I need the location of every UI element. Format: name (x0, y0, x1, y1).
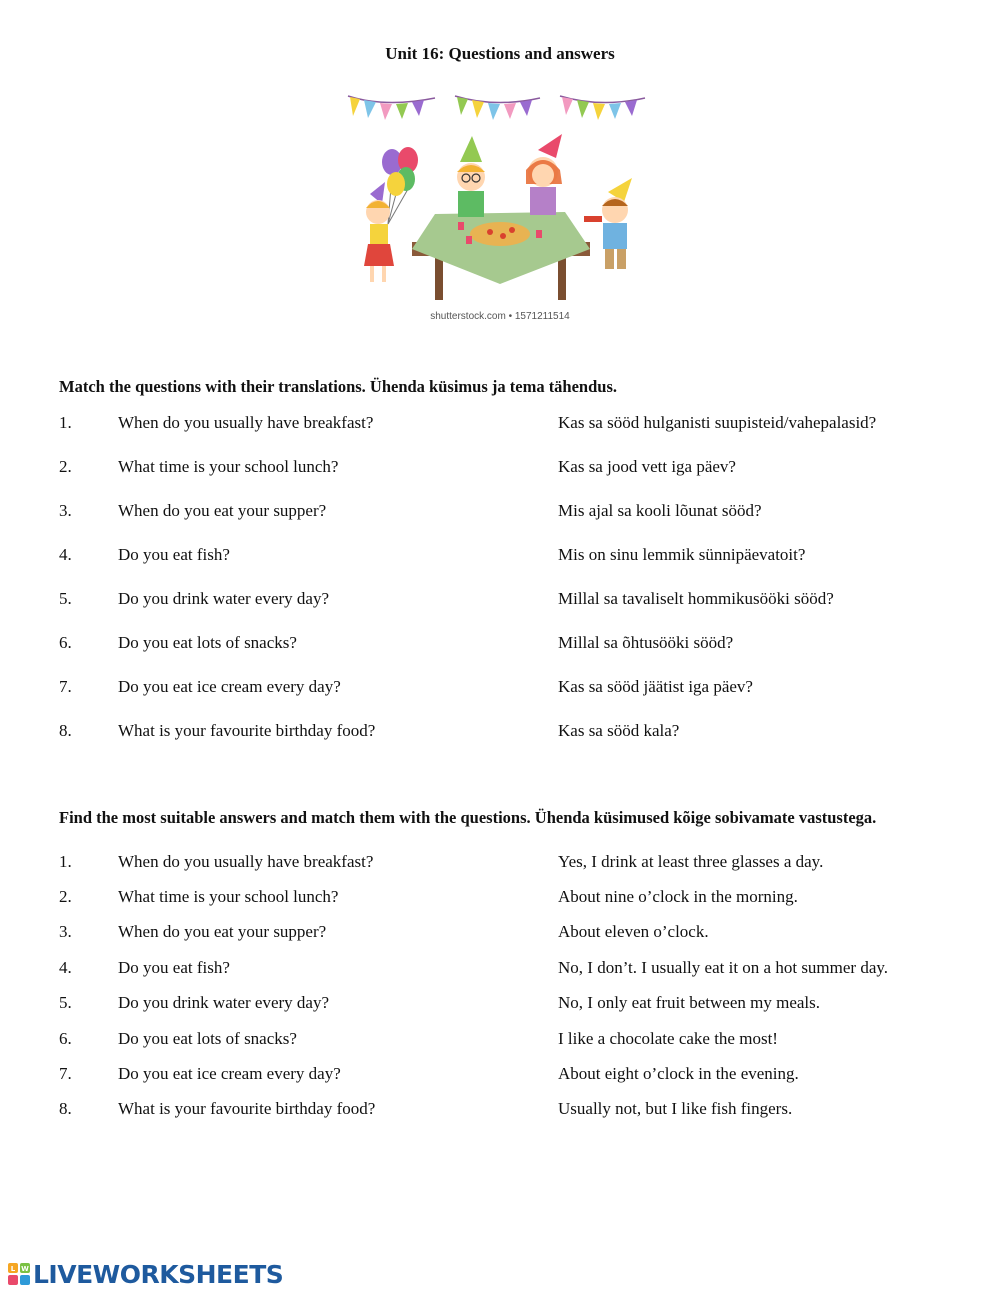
section1-row (0, 413, 1000, 435)
svg-text:L: L (10, 1265, 16, 1273)
question-text[interactable]: Do you eat ice cream every day? (118, 677, 341, 696)
answer-text[interactable]: Usually not, but I like fish fingers. (558, 1099, 793, 1118)
item-number: 4. (59, 545, 72, 564)
section1-row (0, 501, 1000, 523)
item-number: 7. (59, 677, 72, 696)
item-number: 7. (59, 1064, 72, 1083)
question-text[interactable]: Do you drink water every day? (118, 589, 330, 608)
question-text[interactable]: Do you eat fish? (118, 958, 230, 977)
section2-row (0, 1029, 1000, 1051)
section2-row (0, 1064, 1000, 1086)
item-number: 3. (59, 922, 72, 941)
item-number: 8. (59, 721, 72, 740)
question-text[interactable]: Do you eat fish? (118, 545, 230, 564)
section2-row (0, 993, 1000, 1015)
image-credit: shutterstock.com • 1571211514 (430, 311, 570, 322)
question-text[interactable]: Do you eat lots of snacks? (118, 1029, 297, 1048)
girl-left (364, 182, 394, 282)
section2-row (0, 958, 1000, 980)
answer-text[interactable]: About eight o’clock in the evening. (558, 1064, 799, 1083)
liveworksheets-badge-icon (8, 1263, 30, 1285)
item-number: 5. (59, 589, 72, 608)
item-number: 2. (59, 457, 72, 476)
question-text[interactable]: What is your favourite birthday food? (118, 721, 376, 740)
translation-text[interactable]: Millal sa tavaliselt hommikusööki sööd? (558, 589, 834, 608)
section1-instruction: Match the questions with their translations. Ühenda küsimus ja tema tähendus. (59, 377, 618, 396)
section2-row (0, 887, 1000, 909)
item-number: 1. (59, 413, 72, 432)
item-number: 6. (59, 1029, 72, 1048)
boy-glasses (457, 136, 485, 217)
girl-center (526, 134, 562, 215)
section1-row (0, 633, 1000, 655)
translation-text[interactable]: Kas sa sööd jäätist iga päev? (558, 677, 753, 696)
answer-text[interactable]: Yes, I drink at least three glasses a day. (558, 852, 824, 871)
section2-instruction: Find the most suitable answers and match them with the questions. Ühenda küsimused kõige sobivamate vastustega. (59, 808, 877, 827)
item-number: 6. (59, 633, 72, 652)
item-number: 8. (59, 1099, 72, 1118)
question-text[interactable]: Do you drink water every day? (118, 993, 330, 1012)
question-text[interactable]: When do you usually have breakfast? (118, 413, 374, 432)
svg-text:W: W (21, 1265, 29, 1273)
page-title: Unit 16: Questions and answers (385, 44, 615, 63)
question-text[interactable]: What time is your school lunch? (118, 457, 339, 476)
translation-text[interactable]: Mis ajal sa kooli lõunat sööd? (558, 501, 762, 520)
answer-text[interactable]: No, I don’t. I usually eat it on a hot summer day. (558, 958, 889, 977)
question-text[interactable]: When do you eat your supper? (118, 501, 327, 520)
question-text[interactable]: What is your favourite birthday food? (118, 1099, 376, 1118)
section1-row (0, 677, 1000, 699)
translation-text[interactable]: Mis on sinu lemmik sünnipäevatoit? (558, 545, 806, 564)
section1-row (0, 545, 1000, 567)
bunting-decoration (348, 96, 645, 120)
answer-text[interactable]: About eleven o’clock. (558, 922, 709, 941)
party-illustration (340, 84, 660, 309)
question-text[interactable]: When do you usually have breakfast? (118, 852, 374, 871)
question-text[interactable]: Do you eat ice cream every day? (118, 1064, 341, 1083)
translation-text[interactable]: Millal sa õhtusööki sööd? (558, 633, 734, 652)
section1-row (0, 589, 1000, 611)
party-table (412, 212, 590, 300)
section1-row (0, 721, 1000, 743)
answer-text[interactable]: About nine o’clock in the morning. (558, 887, 798, 906)
item-number: 5. (59, 993, 72, 1012)
item-number: 4. (59, 958, 72, 977)
answer-text[interactable]: I like a chocolate cake the most! (558, 1029, 778, 1048)
translation-text[interactable]: Kas sa sööd kala? (558, 721, 680, 740)
item-number: 1. (59, 852, 72, 871)
question-text[interactable]: When do you eat your supper? (118, 922, 327, 941)
section2-row (0, 922, 1000, 944)
section1-row (0, 457, 1000, 479)
liveworksheets-logo[interactable] (8, 1260, 283, 1288)
answer-text[interactable]: No, I only eat fruit between my meals. (558, 993, 821, 1012)
section2-row (0, 1099, 1000, 1121)
question-text[interactable]: Do you eat lots of snacks? (118, 633, 297, 652)
item-number: 3. (59, 501, 72, 520)
item-number: 2. (59, 887, 72, 906)
question-text[interactable]: What time is your school lunch? (118, 887, 339, 906)
logo-text: LIVEWORKSHEETS (33, 1259, 284, 1289)
boy-right (584, 178, 632, 269)
section2-row (0, 852, 1000, 874)
translation-text[interactable]: Kas sa jood vett iga päev? (558, 457, 736, 476)
translation-text[interactable]: Kas sa sööd hulganisti suupisteid/vahepalasid? (558, 413, 877, 432)
